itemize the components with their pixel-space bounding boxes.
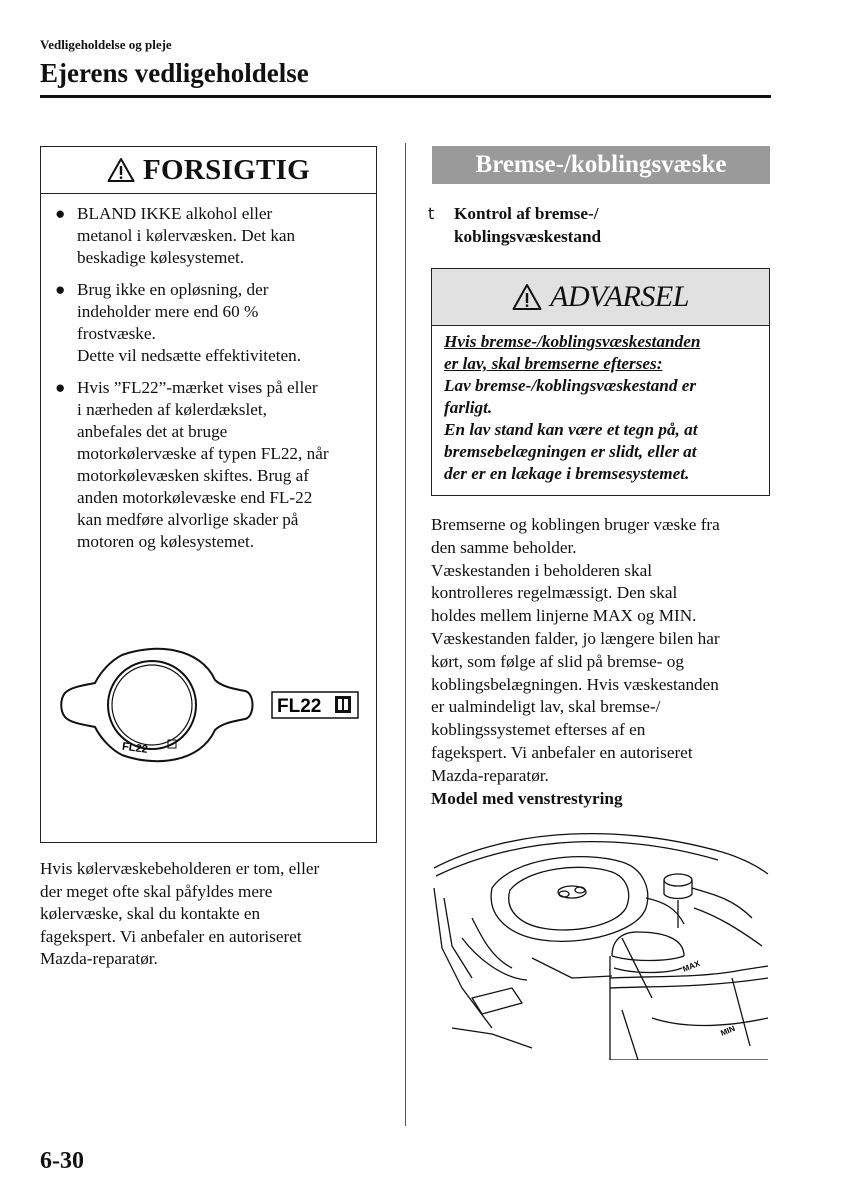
column-divider: [405, 143, 406, 1126]
fl22-badge: [271, 691, 359, 719]
bullet-line: metanol i kølervæsken. Det kan: [77, 226, 296, 245]
cap-fl22-label: FL22: [121, 740, 149, 757]
paragraph-line: kørt, som følge af slid på bremse- og: [431, 651, 684, 671]
book-icon: [335, 696, 351, 713]
caution-title: FORSIGTIG: [142, 153, 311, 186]
bullet-line: motorkølervæske af typen FL22, når: [77, 444, 329, 463]
paragraph-line: Væskestanden i beholderen skal: [431, 560, 652, 580]
warning-line: bremsebelægningen er slidt, eller at: [444, 442, 697, 461]
paragraph-line: Væskestanden falder, jo længere bilen har: [431, 628, 720, 648]
bullet-line: anden motorkølevæske end FL-22: [77, 488, 313, 507]
page-number: 6-30: [40, 1148, 84, 1174]
paragraph-line: Hvis kølervæskebeholderen er tom, eller: [40, 859, 320, 878]
warning-underlined-line: Hvis bremse-/koblingsvæskestanden: [444, 332, 701, 351]
bullet-line: Hvis ”FL22”-mærket vises på eller: [77, 378, 318, 397]
paragraph-line: Mazda-reparatør.: [431, 765, 549, 785]
bullet-dot-icon: ●: [55, 280, 66, 299]
paragraph-line: kontrolleres regelmæssigt. Den skal: [431, 583, 678, 603]
bullet-line: frostvæske.: [77, 324, 156, 343]
bullet-line: indeholder mere end 60 %: [77, 302, 259, 321]
warning-line: Lav bremse-/koblingsvæskestand er: [444, 376, 697, 395]
section-label: Vedligeholdelse og pleje: [40, 37, 172, 52]
warning-line: En lav stand kan være et tegn på, at: [444, 420, 698, 439]
sub-heading-line: Kontrol af bremse-/: [454, 204, 599, 223]
warning-line: der er en lækage i bremsesystemet.: [444, 464, 690, 483]
bullet-dot-icon: ●: [55, 378, 66, 397]
caution-bullet: [53, 279, 365, 367]
caution-bullet: [53, 203, 365, 269]
bullet-line: i nærheden af kølerdækslet,: [77, 400, 267, 419]
paragraph-line: koblingssystemet efterses af en: [431, 720, 646, 740]
warning-triangle-icon: [512, 283, 542, 311]
paragraph-line: fagekspert. Vi anbefaler en autoriseret: [431, 742, 693, 762]
bullet-line: Dette vil nedsætte effektiviteten.: [77, 346, 302, 365]
paragraph-line: kølervæske, skal du kontakte en: [40, 904, 261, 923]
caution-bullet: [53, 377, 365, 553]
paragraph-line: fagekspert. Vi anbefaler en autoriseret: [40, 926, 302, 946]
title-rule: [40, 95, 771, 98]
warning-header: [432, 269, 769, 326]
paragraph-line: holdes mellem linjerne MAX og MIN.: [431, 606, 697, 626]
model-label: Model med venstrestyring: [431, 788, 623, 808]
max-label: MAX: [681, 958, 702, 974]
bullet-line: anbefales det at bruge: [77, 422, 228, 441]
paragraph-line: er ualmindeligt lav, skal bremse-/: [431, 697, 661, 717]
bullet-dot-icon: ●: [55, 204, 66, 223]
bullet-line: kan medføre alvorlige skader på: [77, 510, 299, 529]
bullet-line: beskadige kølesystemet.: [77, 248, 245, 267]
fl22-badge-label: FL22: [277, 696, 322, 717]
paragraph-line: den samme beholder.: [431, 537, 577, 557]
section-heading: Bremse-/koblingsvæske: [432, 146, 770, 184]
warning-line: farligt.: [444, 398, 493, 417]
paragraph-line: Mazda-reparatør.: [40, 949, 158, 968]
paragraph-line: koblingsbelægningen. Hvis væskestanden: [431, 674, 719, 694]
paragraph-line: der meget ofte skal påfyldes mere: [40, 881, 273, 901]
warning-body: [444, 331, 760, 485]
coolant-empty-paragraph: [40, 858, 380, 971]
bullet-line: motoren og kølesystemet.: [77, 532, 255, 551]
warning-box: [431, 268, 770, 496]
page-title: Ejerens vedligeholdelse: [40, 58, 309, 88]
bullet-line: motorkølevæsken skiftes. Brug af: [77, 466, 309, 485]
brake-fluid-paragraph: [431, 514, 776, 810]
sub-heading-marker: t: [428, 204, 435, 223]
bullet-line: Brug ikke en opløsning, der: [77, 280, 269, 299]
caution-header: [41, 147, 376, 194]
warning-title: ADVARSEL: [550, 280, 689, 313]
warning-underlined-line: er lav, skal bremserne efterses:: [444, 354, 663, 373]
bullet-line: BLAND IKKE alkohol eller: [77, 204, 273, 223]
min-label: MIN: [719, 1024, 737, 1038]
sub-heading: [428, 202, 768, 248]
paragraph-line: Bremserne og koblingen bruger væske fra: [431, 515, 720, 534]
sub-heading-line: koblingsvæskestand: [454, 227, 602, 246]
engine-bay-illustration: [432, 828, 770, 1060]
warning-triangle-icon: [107, 157, 135, 183]
caution-bullet-list: [53, 203, 365, 563]
